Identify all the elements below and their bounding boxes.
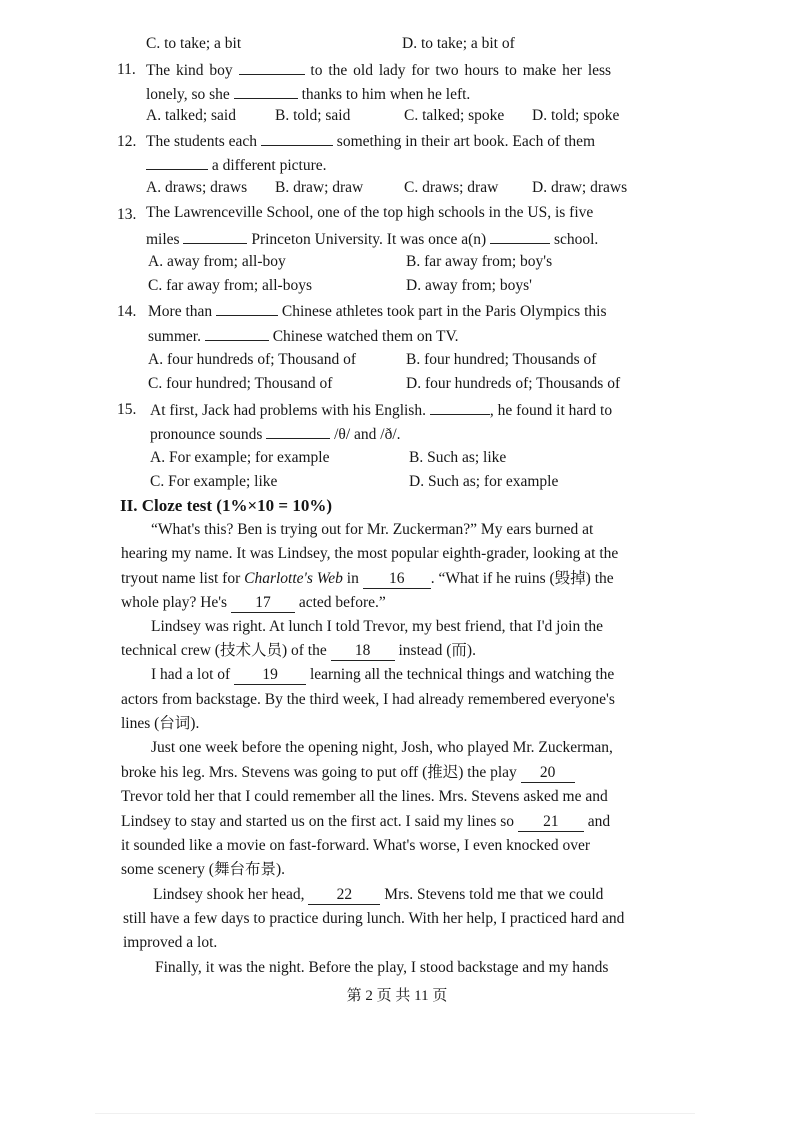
q14-line2 [148,325,459,347]
passage-text: whole play? He's [121,594,228,611]
q11-blank-1 [239,59,305,75]
passage-text: Mrs. Stevens told me that we could [384,886,604,903]
q13-line2 [146,228,598,250]
passage-text: I had a lot of [151,666,231,683]
q15-option-a: A. For example; for example [150,449,330,466]
passage-line: lines (台词). [121,715,200,732]
q13-blank-2 [490,228,550,244]
passage-text: technical crew (技术人员) of the [121,642,327,659]
q11-line1 [146,59,611,81]
passage-line [153,885,603,905]
q11-number: 11. [117,61,136,78]
book-title: Charlotte's Web [244,570,343,587]
q10-option-c: C. to take; a bit [146,35,242,52]
q12-line1 [146,130,595,152]
passage-line [121,763,575,783]
q11-text: to the old lady for two hours to make her less [310,62,612,79]
q12-number: 12. [117,133,137,150]
q15-text: /θ/ and /ð/. [334,426,401,443]
passage-line: it sounded like a movie on fast-forward. What's worse, I even knocked over [121,837,591,854]
q12-option-d: D. draw; draws [532,179,628,196]
q13-option-a: A. away from; all-boy [148,253,286,270]
cloze-blank-16: 16 [363,570,431,589]
passage-line: improved a lot. [123,934,218,951]
cloze-blank-21: 21 [518,813,584,832]
q12-option-c: C. draws; draw [404,179,499,196]
page-number-footer: 第 2 页 共 11 页 [346,988,448,1004]
passage-line: “What's this? Ben is trying out for Mr. Zuckerman?” My ears burned at [151,521,594,538]
q15-blank-2 [266,423,330,439]
passage-text: broke his leg. Mrs. Stevens was going to put off (推迟) the play [121,764,517,781]
q11-option-b: B. told; said [275,107,351,124]
passage-text: in [346,570,359,587]
q12-line2 [146,154,327,176]
passage-line [151,665,614,685]
passage-text: learning all the technical things and watching the [309,666,615,683]
q11-blank-2 [234,83,298,99]
q13-line1: The Lawrenceville School, one of the top high schools in the US, is five [146,204,594,221]
q12-text: The students each [146,133,258,150]
q13-option-d: D. away from; boys' [406,277,532,294]
q14-option-b: B. four hundred; Thousands of [406,351,597,368]
passage-line: Just one week before the opening night, Josh, who played Mr. Zuckerman, [151,739,613,756]
q11-option-d: D. told; spoke [532,107,620,124]
q14-blank-2 [205,325,269,341]
q14-number: 14. [117,303,137,320]
q14-option-c: C. four hundred; Thousand of [148,375,333,392]
q15-line1 [150,399,612,421]
passage-line: some scenery (舞台布景). [121,861,285,878]
q13-text: miles [146,231,180,248]
q14-option-a: A. four hundreds of; Thousand of [148,351,357,368]
q13-blank-1 [183,228,247,244]
passage-line [121,812,610,832]
q15-number: 15. [117,401,137,418]
passage-text: instead (而). [398,642,476,659]
q14-text: summer. [148,328,201,345]
q14-line1 [148,300,606,322]
passage-text: Lindsey shook her head, [153,886,305,903]
q12-option-b: B. draw; draw [275,179,364,196]
q13-text: Princeton University. It was once a(n) [251,231,487,248]
q13-text: school. [553,231,599,248]
passage-line: Finally, it was the night. Before the play, I stood backstage and my hands [155,959,609,976]
q15-option-b: B. Such as; like [409,449,507,466]
passage-line: hearing my name. It was Lindsey, the most popular eighth-grader, looking at the [121,545,619,562]
q13-number: 13. [117,206,137,223]
q12-option-a: A. draws; draws [146,179,248,196]
passage-line: Lindsey was right. At lunch I told Trevor, my best friend, that I'd join the [151,618,604,635]
q13-option-c: C. far away from; all-boys [148,277,312,294]
q12-blank-2 [146,154,208,170]
q10-option-d: D. to take; a bit of [402,35,515,52]
passage-text: acted before.” [298,594,386,611]
q14-blank-1 [216,300,278,316]
passage-line [121,593,386,613]
section-title-cloze: II. Cloze test (1%×10 = 10%) [120,496,333,515]
passage-line: actors from backstage. By the third week, I had already remembered everyone's [121,691,615,708]
q15-text: At first, Jack had problems with his English. [150,402,426,419]
q15-text: pronounce sounds [150,426,263,443]
q11-option-a: A. talked; said [146,107,236,124]
q14-text: More than [148,303,213,320]
q14-text: Chinese watched them on TV. [272,328,459,345]
cloze-blank-17: 17 [231,594,295,613]
cloze-blank-19: 19 [234,666,306,685]
cloze-blank-22: 22 [308,886,380,905]
q13-option-b: B. far away from; boy's [406,253,553,270]
q15-option-c: C. For example; like [150,473,278,490]
passage-text: tryout name list for [121,570,241,587]
q15-line2 [150,423,401,445]
q14-text: Chinese athletes took part in the Paris Olympics this [281,303,607,320]
q11-line2 [146,83,470,105]
cloze-blank-20: 20 [521,764,575,783]
q12-text: something in their art book. Each of them [336,133,596,150]
bottom-divider [95,1113,695,1114]
passage-line: Trevor told her that I could remember all the lines. Mrs. Stevens asked me and [121,788,608,805]
q15-blank-1 [430,399,490,415]
passage-line: still have a few days to practice during lunch. With her help, I practiced hard and [123,910,625,927]
q12-text: a different picture. [211,157,327,174]
q14-option-d: D. four hundreds of; Thousands of [406,375,621,392]
cloze-blank-18: 18 [331,642,395,661]
passage-text: Lindsey to stay and started us on the first act. I said my lines so [121,813,515,830]
q11-text: lonely, so she [146,86,230,103]
passage-text: and [587,813,611,830]
q15-text: , he found it hard to [489,402,613,419]
q11-text: thanks to him when he left. [301,86,471,103]
q12-blank-1 [261,130,333,146]
passage-text: . “What if he ruins (毁掉) the [430,570,614,587]
q15-option-d: D. Such as; for example [409,473,559,490]
passage-line [121,641,476,661]
q11-text: The kind boy [146,62,233,79]
passage-line [121,569,614,589]
q11-option-c: C. talked; spoke [404,107,505,124]
